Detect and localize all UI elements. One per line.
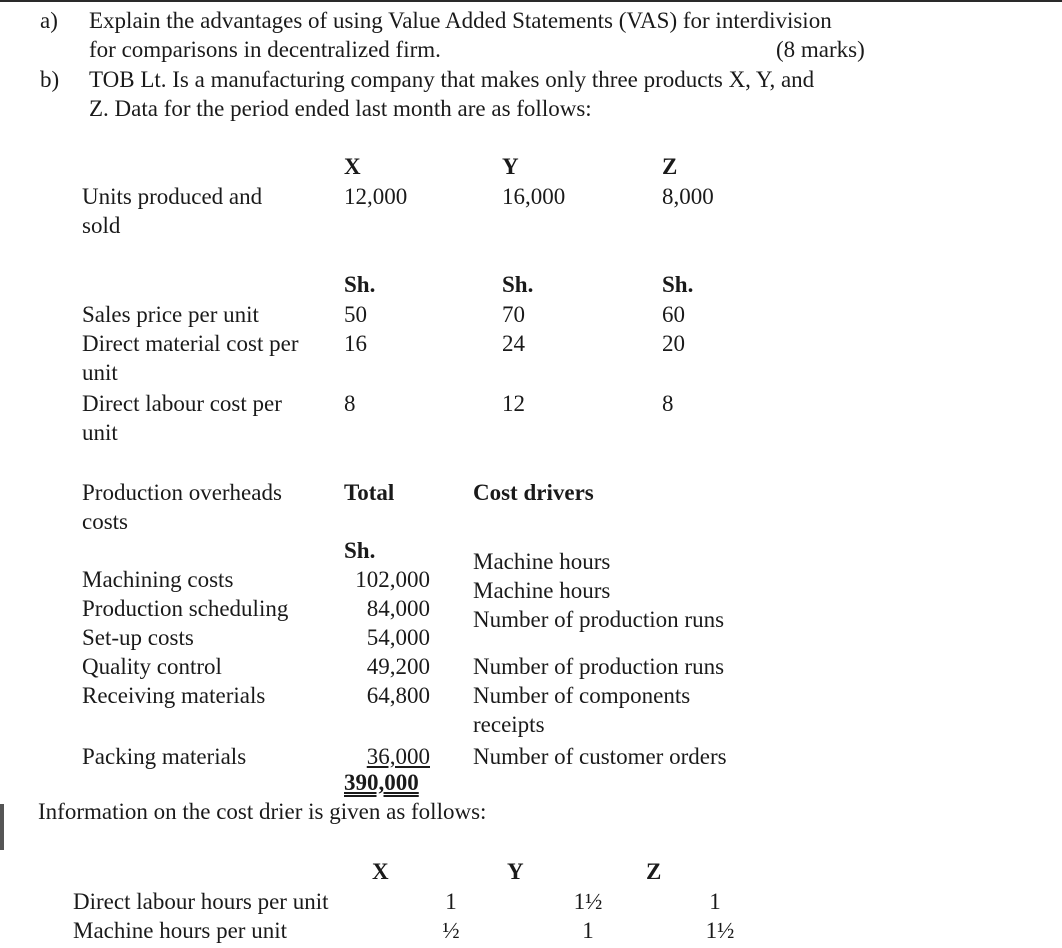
question-b-line2: Z. Data for the period ended last month are as follows: — [89, 96, 592, 121]
driver-machining: Machine hours — [473, 549, 611, 574]
currency-z: Sh. — [662, 272, 694, 297]
overhead-name-setup: Set-up costs — [82, 625, 194, 650]
units-z: 8,000 — [662, 184, 714, 209]
overhead-amount-receiving: 64,800 — [366, 683, 430, 708]
overhead-amount-scheduling: 84,000 — [366, 596, 430, 621]
direct-material-label-line1: Direct material cost per — [82, 331, 299, 356]
overheads-label-line2: costs — [82, 509, 128, 534]
machine-hours-x: ½ — [442, 918, 460, 943]
driver-packing: Number of customer orders — [473, 744, 727, 769]
sales-price-x: 50 — [344, 302, 367, 327]
currency-y: Sh. — [502, 272, 534, 297]
overhead-amount-packing: 36,000 — [366, 744, 430, 769]
direct-labour-x: 8 — [344, 391, 356, 416]
overhead-name-packing: Packing materials — [82, 744, 247, 769]
top-rule — [0, 0, 1062, 2]
product-header-y: Y — [502, 154, 519, 179]
direct-material-y: 24 — [502, 331, 525, 356]
driver-header-z: Z — [646, 859, 662, 884]
direct-material-x: 16 — [344, 331, 367, 356]
direct-material-label-line2: unit — [82, 360, 118, 385]
labour-hours-z: 1 — [709, 889, 721, 914]
units-y: 16,000 — [502, 184, 566, 209]
overheads-label-line1: Production overheads — [82, 480, 282, 505]
overhead-amount-quality: 49,200 — [366, 654, 430, 679]
sales-price-z: 60 — [662, 302, 685, 327]
machine-hours-y: 1 — [582, 918, 594, 943]
cost-driver-intro: Information on the cost drier is given as follows: — [38, 799, 487, 824]
overhead-name-receiving: Receiving materials — [82, 683, 266, 708]
labour-hours-label: Direct labour hours per unit — [73, 889, 329, 914]
driver-scheduling: Machine hours — [473, 578, 611, 603]
question-a-label: a) — [40, 8, 58, 33]
units-label-line2: sold — [82, 213, 121, 238]
units-x: 12,000 — [344, 184, 408, 209]
direct-labour-y: 12 — [502, 391, 525, 416]
machine-hours-label: Machine hours per unit — [73, 918, 287, 943]
direct-labour-label-line2: unit — [82, 420, 118, 445]
sales-price-label: Sales price per unit — [82, 302, 259, 327]
overheads-total: 390,000 — [344, 770, 419, 795]
overhead-amount-setup: 54,000 — [366, 625, 430, 650]
question-a-line1: Explain the advantages of using Value Added Statements (VAS) for interdivision — [89, 8, 832, 33]
overheads-drivers-header: Cost drivers — [473, 480, 594, 505]
sales-price-y: 70 — [502, 302, 525, 327]
machine-hours-z: 1½ — [705, 918, 735, 943]
currency-x: Sh. — [344, 272, 376, 297]
question-a-line2: for comparisons in decentralized firm. — [89, 37, 441, 62]
driver-receiving-line1: Number of components — [473, 683, 691, 708]
direct-labour-label-line1: Direct labour cost per — [82, 391, 282, 416]
overheads-currency: Sh. — [344, 538, 376, 563]
overhead-name-machining: Machining costs — [82, 567, 234, 592]
overhead-name-quality: Quality control — [82, 654, 222, 679]
driver-setup: Number of production runs — [473, 607, 725, 632]
left-edge-fragment — [0, 804, 4, 850]
overheads-total-header: Total — [344, 480, 395, 505]
direct-labour-z: 8 — [662, 391, 674, 416]
product-header-z: Z — [662, 154, 678, 179]
question-b-label: b) — [40, 67, 60, 92]
overhead-amount-machining: 102,000 — [355, 567, 430, 592]
driver-header-x: X — [372, 859, 389, 884]
direct-material-z: 20 — [662, 331, 685, 356]
product-header-x: X — [344, 154, 361, 179]
driver-header-y: Y — [507, 859, 524, 884]
labour-hours-x: 1 — [445, 889, 457, 914]
overhead-name-scheduling: Production scheduling — [82, 596, 289, 621]
units-label-line1: Units produced and — [82, 184, 263, 209]
labour-hours-y: 1½ — [573, 889, 603, 914]
driver-receiving-line2: receipts — [473, 712, 545, 737]
question-a-marks: (8 marks) — [776, 37, 865, 62]
driver-quality: Number of production runs — [473, 654, 725, 679]
question-b-line1: TOB Lt. Is a manufacturing company that makes only three products X, Y, and — [89, 67, 815, 92]
